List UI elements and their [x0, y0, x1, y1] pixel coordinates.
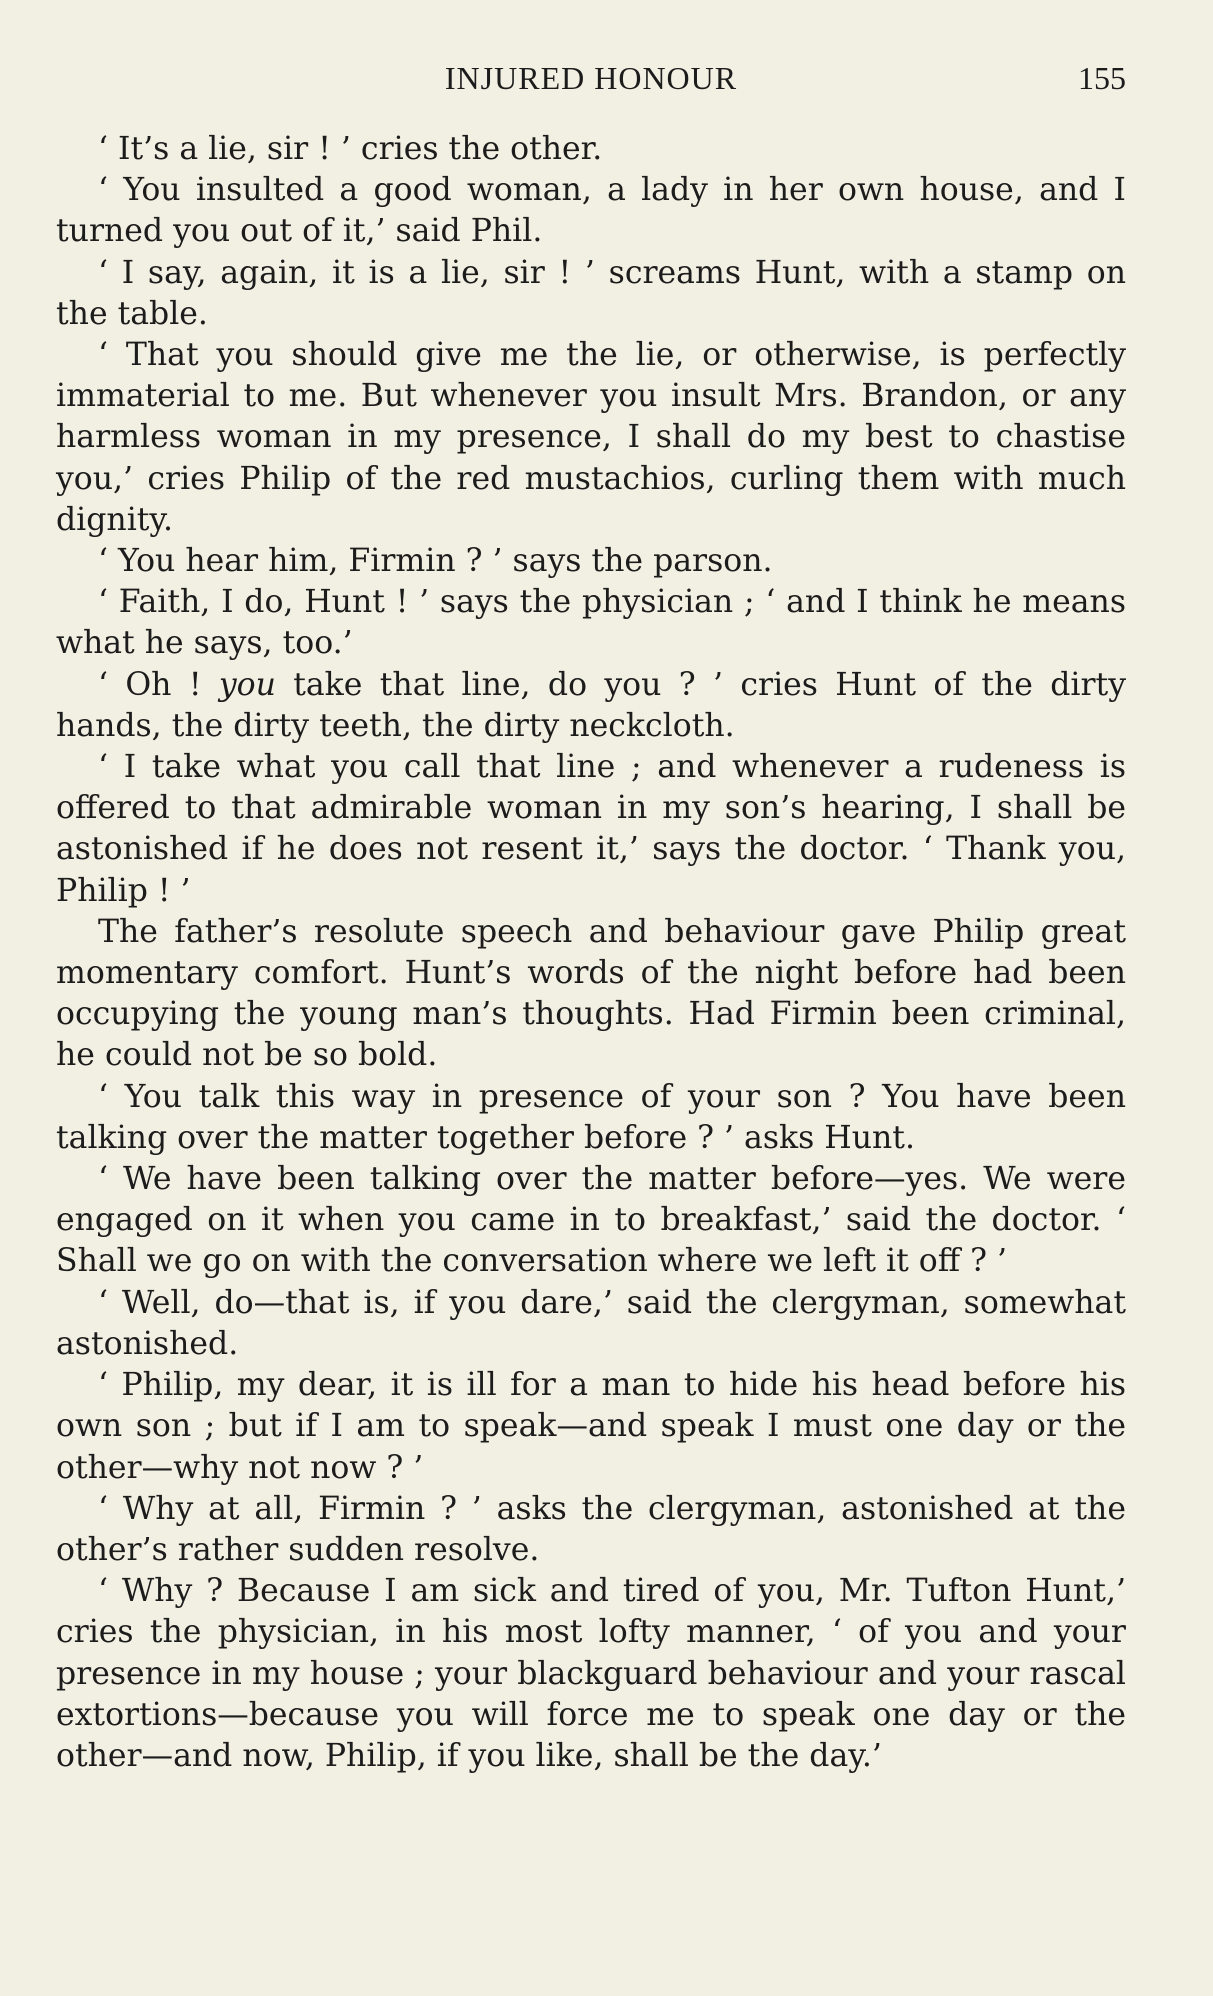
paragraph: ‘ Well, do—that is, if you dare,’ said the clergyman, somewhat astonished. — [56, 1284, 1126, 1362]
page-number: 155 — [1078, 60, 1126, 96]
page-header — [56, 56, 1126, 100]
paragraph: ‘ I take what you call that line ; and whenever a rudeness is offered to that admirable woman in my son’s hearing, I shall be astonished if he does not resent it,’ says the doctor. ‘ Thank you, Philip ! ’ — [56, 749, 1126, 909]
body-text — [56, 129, 1126, 1777]
paragraph: ‘ You hear him, Firmin ? ’ says the parson. — [98, 543, 773, 580]
paragraph: ‘ That you should give me the lie, or otherwise, is perfectly immaterial to me. But whenever you insult Mrs. Brandon, or any harmless woman in my presence, I shall do my best to chastise you,’ cries Philip of the red mustachios, curling them with much dignity. — [56, 337, 1126, 538]
paragraph: ‘ You talk this way in presence of your son ? You have been talking over the matter together before ? ’ asks Hunt. — [56, 1078, 1126, 1156]
paragraph: ‘ Philip, my dear, it is ill for a man to hide his head before his own son ; but if I am to speak—and speak I must one day or the other—why not now ? ’ — [56, 1367, 1126, 1486]
paragraph: ‘ Oh ! you take that line, do you ? ’ cries Hunt of the dirty hands, the dirty teeth, the dirty neckcloth. — [56, 666, 1126, 744]
paragraph: The father’s resolute speech and behaviour gave Philip great momentary comfort. Hunt’s words of the night before had been occupying the young man’s thoughts. Had Firmin been criminal, he could not be so bold. — [56, 913, 1126, 1074]
paragraph: ‘ We have been talking over the matter before—yes. We were engaged on it when you came in to breakfast,’ said the doctor. ‘ Shall we go on with the conversation where we left it off ? ’ — [56, 1161, 1126, 1280]
paragraph: ‘ Why at all, Firmin ? ’ asks the clergyman, astonished at the other’s rather sudden resolve. — [56, 1490, 1126, 1568]
paragraph: ‘ You insulted a good woman, a lady in her own house, and I turned you out of it,’ said Phil. — [56, 172, 1126, 250]
paragraph: ‘ I say, again, it is a lie, sir ! ’ screams Hunt, with a stamp on the table. — [56, 254, 1126, 332]
paragraph: ‘ It’s a lie, sir ! ’ cries the other. — [98, 131, 603, 167]
paragraph: ‘ Faith, I do, Hunt ! ’ says the physician ; ‘ and I think he means what he says, too.’ — [56, 584, 1126, 662]
emphasis: you — [218, 666, 276, 703]
paragraph: ‘ Why ? Because I am sick and tired of you, Mr. Tufton Hunt,’ cries the physician, in his most lofty manner, ‘ of you and your presence in my house ; your blackguard behaviour and your rascal extortions—because you will force me to speak one day or the other—and now, Philip, if you like, shall be the day.’ — [56, 1573, 1126, 1774]
running-title: INJURED HONOUR — [444, 60, 738, 96]
